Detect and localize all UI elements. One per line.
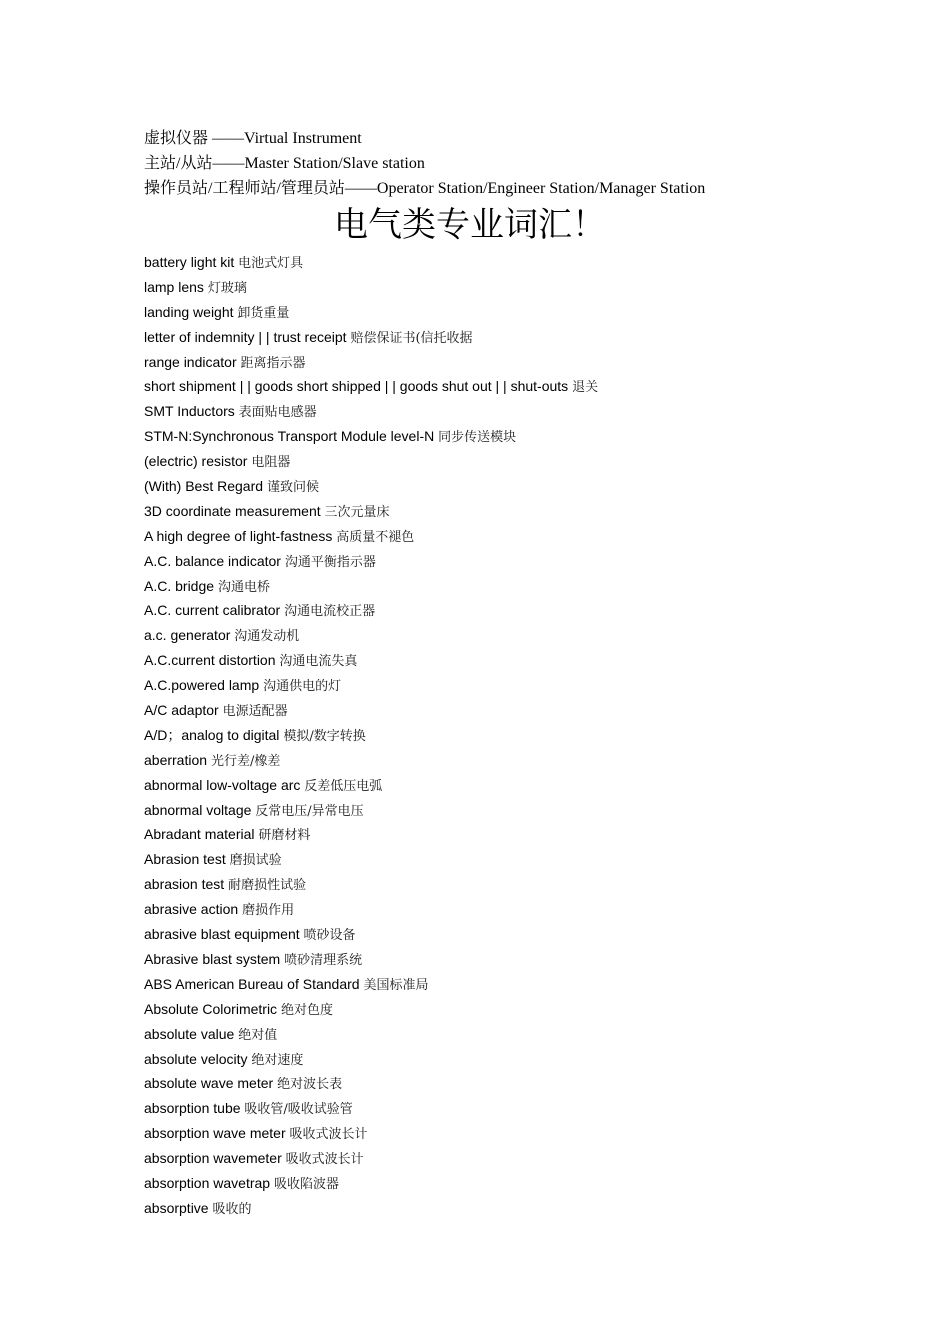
glossary-term-english: absorption wavemeter (144, 1150, 286, 1167)
glossary-term-english: A.C.powered lamp (144, 677, 264, 694)
glossary-term-chinese: 绝对色度 (280, 1002, 333, 1018)
glossary-term-english: A.C. current calibrator (144, 602, 285, 619)
glossary-entry (144, 773, 924, 798)
glossary-entry (144, 997, 924, 1022)
glossary-entry (144, 1096, 924, 1121)
glossary-term-chinese: 赔偿保证书(信托收据 (350, 330, 473, 346)
glossary-entry (144, 350, 924, 375)
glossary-term-english: A/C adaptor (144, 702, 223, 719)
glossary-term-english: A.C. bridge (144, 577, 218, 594)
glossary-term-english: (electric) resistor (144, 453, 252, 470)
glossary-term-chinese: 卸货重量 (237, 305, 290, 321)
glossary-term-chinese: 绝对速度 (251, 1052, 304, 1068)
glossary-entry (144, 897, 924, 922)
glossary-entry (144, 1071, 924, 1096)
glossary-entry (144, 598, 924, 623)
glossary-term-english: STM-N:Synchronous Transport Module level-N (144, 428, 439, 445)
glossary-term-chinese: 绝对波长表 (277, 1077, 343, 1093)
glossary-entry (144, 673, 924, 698)
glossary-entry (144, 300, 924, 325)
glossary-term-chinese: 沟通供电的灯 (263, 679, 342, 695)
glossary-term-english: absolute velocity (144, 1050, 252, 1067)
glossary-term-chinese: 表面贴电感器 (238, 405, 317, 421)
glossary-term-english: abnormal low-voltage arc (144, 776, 305, 793)
glossary-term-chinese: 退关 (572, 380, 599, 396)
glossary-term-chinese: 喷砂清理系统 (284, 952, 363, 968)
glossary-term-chinese: 吸收式波长计 (285, 1152, 364, 1168)
glossary-term-english: landing weight (144, 303, 238, 320)
glossary-term-english: Abrasive blast system (144, 950, 285, 967)
glossary-entry (144, 275, 924, 300)
glossary-entry (144, 648, 924, 673)
glossary-term-chinese: 研磨材料 (258, 828, 311, 844)
intro-line-master-slave: 主站/从站——Master Station/Slave station (144, 155, 425, 172)
glossary-term-chinese: 吸收式波长计 (289, 1127, 368, 1143)
glossary-term-english: absorption wavetrap (144, 1174, 274, 1191)
intro-line-operator-station: 操作员站/工程师站/管理员站——Operator Station/Engineer Station/Manager Station (144, 180, 706, 197)
glossary-term-english: absorptive (144, 1199, 213, 1216)
glossary-term-chinese: 磨损试验 (229, 853, 282, 869)
glossary-entry (144, 1121, 924, 1146)
glossary-term-chinese: 沟通电流校正器 (284, 604, 376, 620)
glossary-entry (144, 723, 924, 748)
glossary-term-english: (With) Best Regard (144, 478, 267, 495)
glossary-term-english: SMT Inductors (144, 403, 239, 420)
glossary-term-chinese: 电源适配器 (222, 704, 288, 720)
glossary-term-english: A high degree of light-fastness (144, 527, 337, 544)
glossary-term-english: letter of indemnity | | trust receipt (144, 328, 351, 345)
glossary-entry (144, 449, 924, 474)
glossary-term-english: A/D；analog to digital (144, 726, 284, 743)
glossary-term-english: absolute wave meter (144, 1075, 278, 1092)
glossary-term-english: Absolute Colorimetric (144, 1000, 281, 1017)
glossary-term-chinese: 光行差/橡差 (210, 753, 281, 769)
glossary-term-english: battery light kit (144, 254, 239, 270)
glossary-term-chinese: 灯玻璃 (207, 280, 247, 296)
page-title: 电气类专业词汇！ (334, 205, 606, 245)
glossary-term-chinese: 喷砂设备 (303, 928, 356, 944)
glossary-term-chinese: 距离指示器 (240, 355, 306, 371)
glossary-term-chinese: 同步传送模块 (438, 430, 517, 446)
glossary-entry (144, 1196, 924, 1221)
glossary-entry (144, 1171, 924, 1196)
glossary-entry (144, 798, 924, 823)
glossary-term-english: A.C.current distortion (144, 652, 280, 669)
glossary-term-chinese: 反常电压/异常电压 (255, 803, 364, 819)
glossary-term-chinese: 电阻器 (251, 455, 291, 471)
glossary-term-chinese: 绝对值 (238, 1027, 278, 1043)
glossary-term-english: abrasion test (144, 876, 229, 893)
glossary-entry (144, 250, 924, 275)
glossary-term-english: lamp lens (144, 278, 208, 295)
glossary-entry (144, 1047, 924, 1072)
glossary-term-chinese: 吸收陷波器 (273, 1176, 339, 1192)
glossary-entry (144, 972, 924, 997)
glossary-term-english: short shipment | | goods short shipped | | goods shut out | | shut-outs (144, 378, 573, 395)
glossary-term-english: abnormal voltage (144, 801, 256, 818)
glossary-term-chinese: 磨损作用 (242, 903, 295, 919)
glossary-term-english: a.c. generator (144, 627, 235, 644)
glossary-term-chinese: 吸收的 (212, 1201, 252, 1217)
glossary-term-english: ABS American Bureau of Standard (144, 975, 364, 992)
glossary-entry (144, 325, 924, 350)
glossary-term-chinese: 谨致问候 (266, 480, 319, 496)
glossary-term-chinese: 吸收管/吸收试验管 (244, 1102, 353, 1118)
glossary-term-chinese: 模拟/数字转换 (283, 728, 366, 744)
glossary-entry (144, 549, 924, 574)
glossary-term-chinese: 沟通电流失真 (279, 654, 358, 670)
glossary-term-english: absorption wave meter (144, 1125, 290, 1142)
glossary-term-english: abrasive blast equipment (144, 926, 304, 943)
glossary-entry (144, 1022, 924, 1047)
glossary-entry (144, 374, 924, 399)
glossary-term-chinese: 反差低压电弧 (304, 778, 383, 794)
glossary-term-english: Abrasion test (144, 851, 230, 868)
glossary-entry (144, 947, 924, 972)
intro-block (144, 126, 924, 201)
glossary-entry (144, 698, 924, 723)
glossary-term-chinese: 电池式灯具 (238, 256, 304, 271)
glossary-term-english: aberration (144, 751, 211, 768)
glossary-term-chinese: 耐磨损性试验 (228, 878, 307, 894)
glossary-entry (144, 574, 924, 599)
glossary-entry (144, 399, 924, 424)
glossary-entry (144, 922, 924, 947)
glossary-term-english: absorption tube (144, 1100, 245, 1117)
glossary-entry (144, 524, 924, 549)
glossary-term-chinese: 美国标准局 (363, 977, 429, 993)
glossary-list (144, 250, 924, 1221)
glossary-entry (144, 748, 924, 773)
intro-line-virtual-instrument: 虚拟仪器 ——Virtual Instrument (144, 130, 362, 147)
glossary-entry (144, 424, 924, 449)
glossary-entry (144, 623, 924, 648)
glossary-term-english: range indicator (144, 353, 241, 370)
glossary-term-english: abrasive action (144, 901, 243, 918)
glossary-term-english: Abradant material (144, 826, 259, 843)
glossary-entry (144, 474, 924, 499)
glossary-term-english: 3D coordinate measurement (144, 502, 325, 519)
glossary-term-english: A.C. balance indicator (144, 552, 285, 569)
glossary-entry (144, 872, 924, 897)
glossary-term-chinese: 三次元量床 (324, 504, 390, 520)
glossary-entry (144, 499, 924, 524)
glossary-entry (144, 822, 924, 847)
glossary-term-chinese: 沟通电桥 (217, 579, 270, 595)
glossary-term-chinese: 沟通发动机 (234, 629, 300, 645)
glossary-term-english: absolute value (144, 1025, 239, 1042)
glossary-term-chinese: 沟通平衡指示器 (284, 554, 376, 570)
glossary-entry (144, 1146, 924, 1171)
glossary-entry (144, 847, 924, 872)
glossary-term-chinese: 高质量不褪色 (336, 529, 415, 545)
